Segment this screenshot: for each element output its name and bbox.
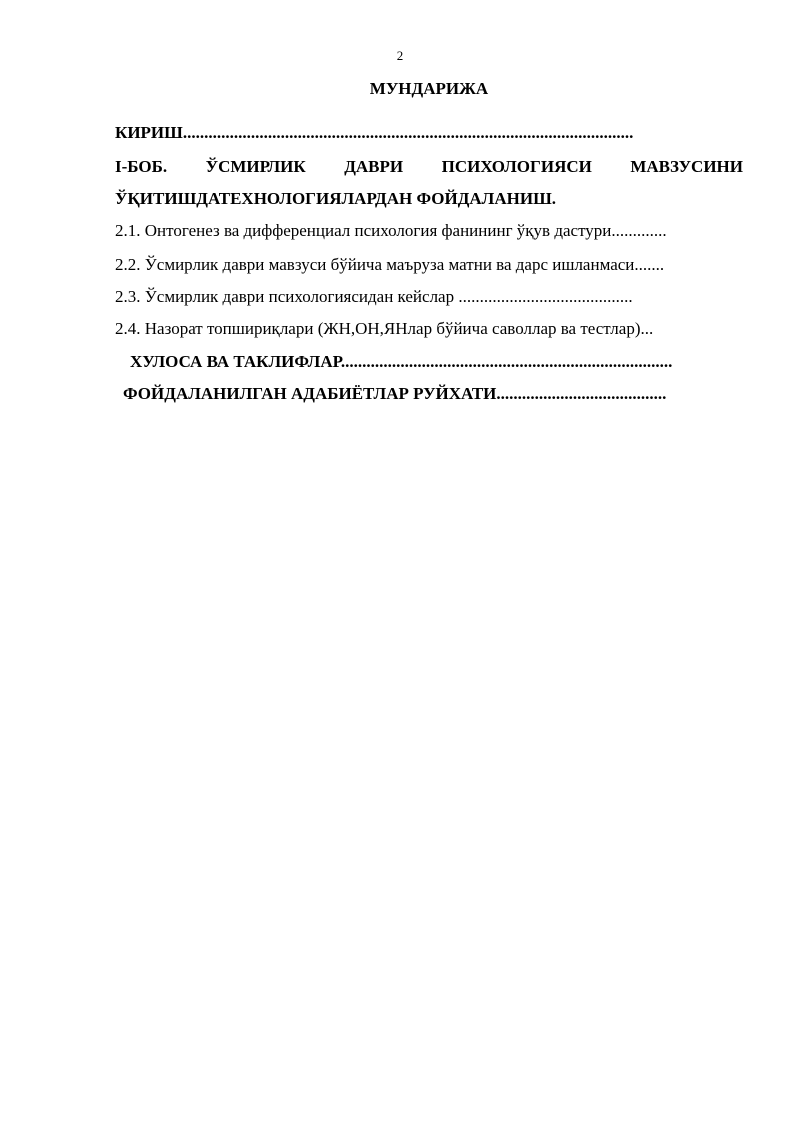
toc-entry-references: ФОЙДАЛАНИЛГАН АДАБИЁТЛАР РУЙХАТИ........................................ [123, 384, 667, 403]
toc-entry-section-2-2: 2.2. Ўсмирлик даври мавзуси бўйича маъруза матни ва дарс ишланмаси....... [115, 255, 665, 274]
toc-entry-conclusion: ХУЛОСА ВА ТАКЛИФЛАР.............................................................................. [130, 352, 673, 371]
toc-entry-section-2-3: 2.3. Ўсмирлик даври психологиясидан кейслар ......................................... [115, 287, 633, 306]
chapter1-word: МАВЗУСИНИ [630, 157, 743, 176]
page-number: 2 [396, 48, 404, 63]
chapter1-word: ЎСМИРЛИК [205, 157, 306, 176]
toc-entry-section-2-4: 2.4. Назорат топшириқлари (ЖН,ОН,ЯНлар бўйича саволлар ва тестлар)... [115, 319, 654, 338]
toc-entry-section-2-1: 2.1. Онтогенез ва дифференциал психология фанининг ўқув дастури............. [115, 221, 667, 240]
chapter1-word: I-БОБ. [115, 157, 168, 176]
toc-entry-chapter1-line1 [115, 156, 743, 178]
toc-entry-chapter1-line2: ЎҚИТИШДАТЕХНОЛОГИЯЛАРДАН ФОЙДАЛАНИШ. [115, 189, 556, 208]
chapter1-word: ПСИХОЛОГИЯСИ [441, 157, 592, 176]
chapter1-word: ДАВРИ [344, 157, 404, 176]
toc-entry-intro: КИРИШ.......................................................................................................... [115, 123, 634, 142]
toc-title: МУНДАРИЖА [369, 79, 489, 98]
